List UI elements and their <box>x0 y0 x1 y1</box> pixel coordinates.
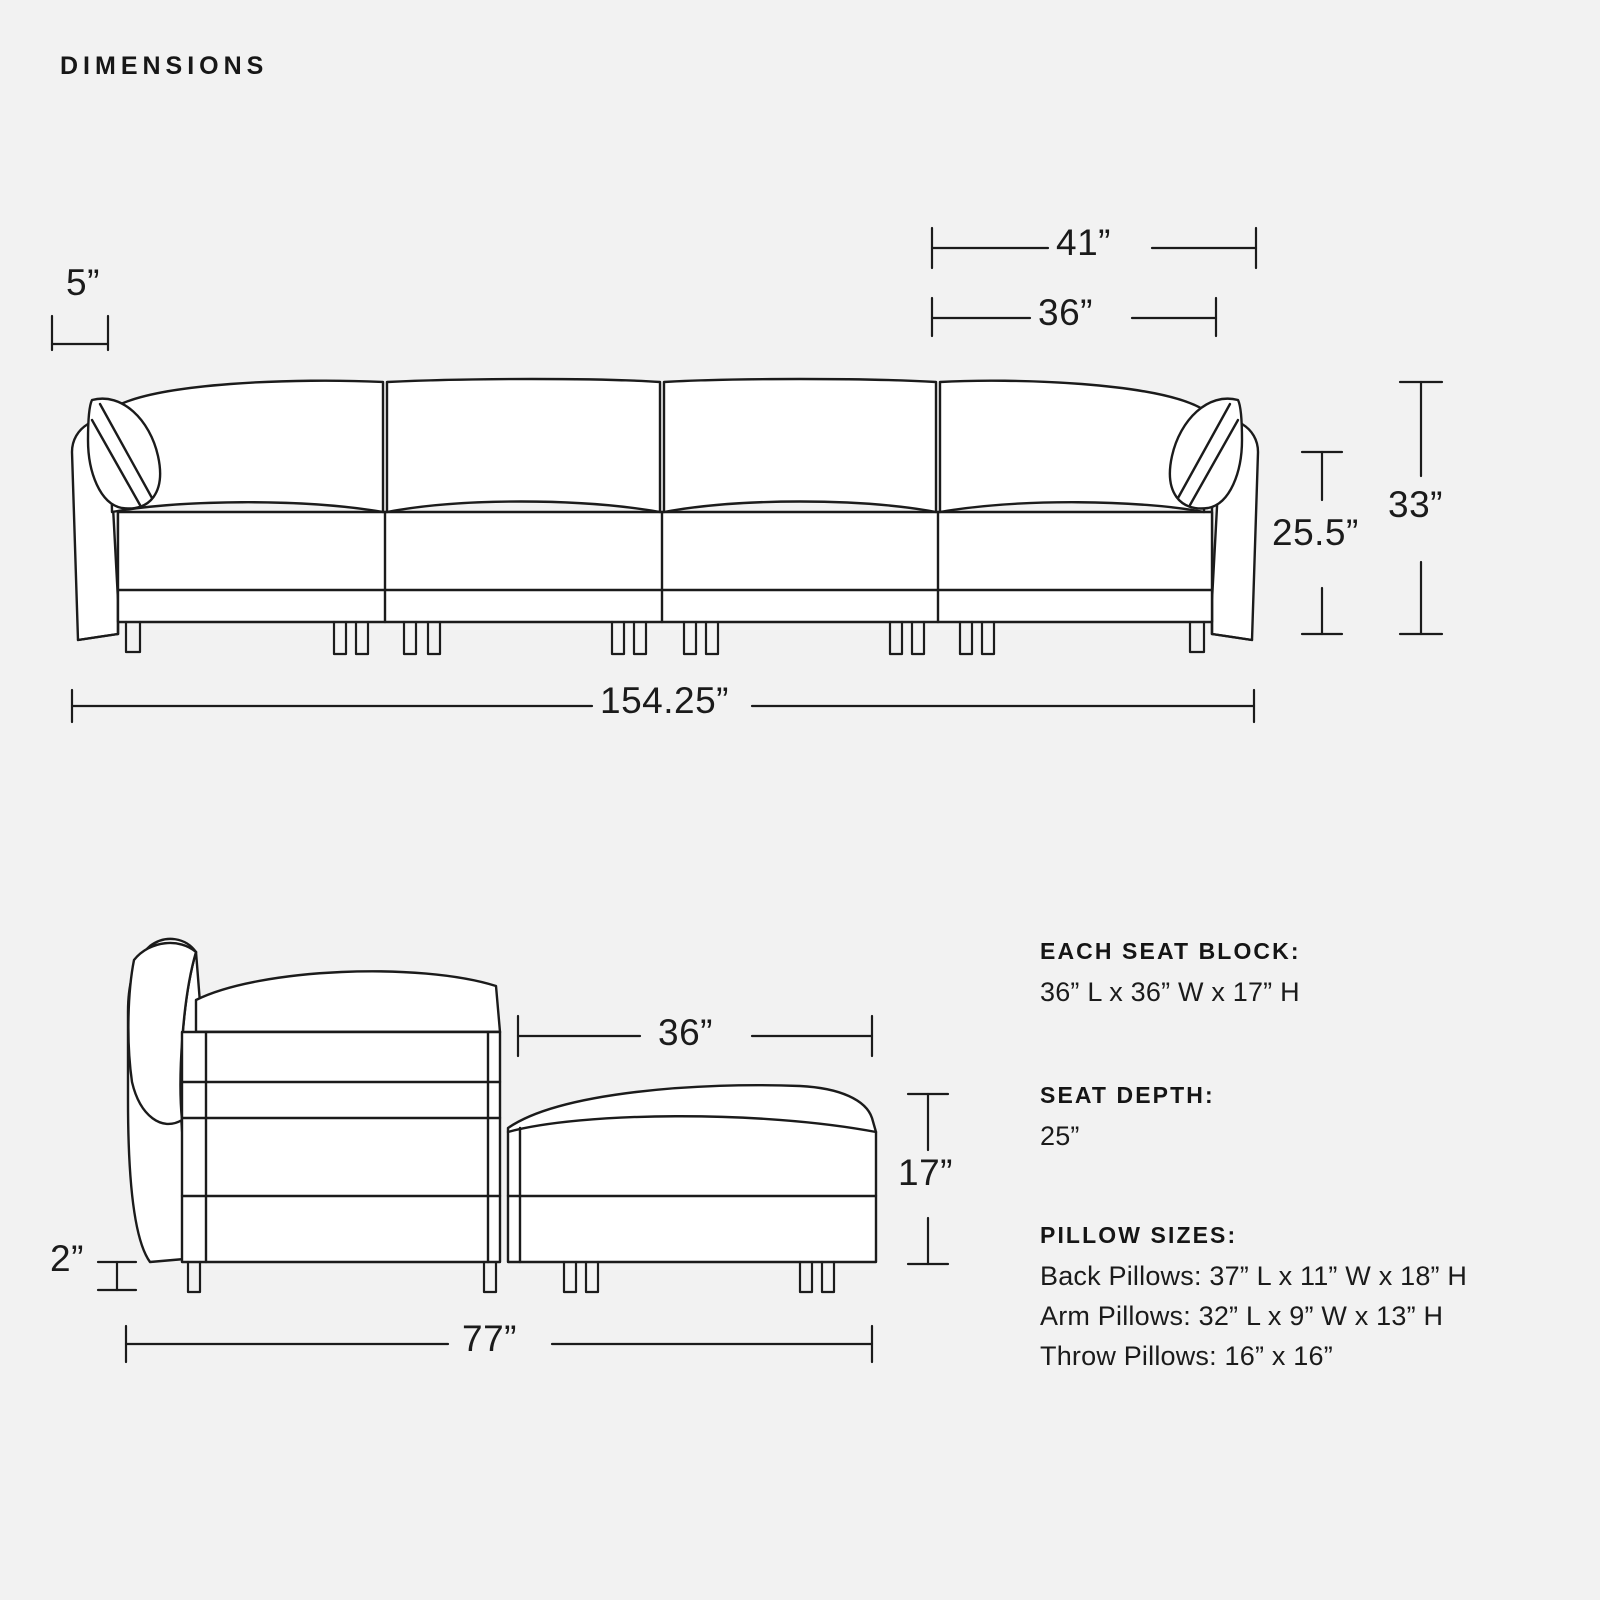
spec-seat-depth <box>1040 1082 1560 1161</box>
side-sofa-drawing <box>128 939 876 1292</box>
spec-pillow-sizes <box>1040 1222 1560 1381</box>
spec-seat-depth-heading: SEAT DEPTH: <box>1040 1082 1215 1108</box>
spec-seat-block-line-1: 36” L x 36” W x 17” H <box>1040 977 1300 1007</box>
dim-label-leg-height: 2” <box>50 1238 84 1279</box>
spec-seat-block <box>1040 938 1560 1017</box>
dim-label-seat-height: 17” <box>898 1152 953 1193</box>
spec-pillow-sizes-heading: PILLOW SIZES: <box>1040 1222 1238 1248</box>
dim-label-overall-width: 154.25” <box>600 680 729 721</box>
page-title: DIMENSIONS <box>60 52 269 80</box>
dim-label-arm-width: 5” <box>66 262 100 303</box>
spec-pillow-back: Back Pillows: 37” L x 11” W x 18” H <box>1040 1261 1468 1291</box>
dim-label-overall-depth: 77” <box>462 1318 517 1359</box>
spec-seat-block-heading: EACH SEAT BLOCK: <box>1040 938 1301 964</box>
dim-label-module-inner: 36” <box>1038 292 1093 333</box>
dim-label-back-height: 25.5” <box>1272 512 1359 553</box>
spec-seat-depth-line-1: 25” <box>1040 1121 1080 1151</box>
spec-pillow-arm: Arm Pillows: 32” L x 9” W x 13” H <box>1040 1301 1444 1331</box>
front-sofa-drawing <box>72 379 1258 654</box>
spec-pillow-throw: Throw Pillows: 16” x 16” <box>1040 1341 1333 1371</box>
dim-label-module-outer: 41” <box>1056 222 1111 263</box>
dim-label-ottoman-depth: 36” <box>658 1012 713 1053</box>
dim-label-overall-height: 33” <box>1388 484 1443 525</box>
